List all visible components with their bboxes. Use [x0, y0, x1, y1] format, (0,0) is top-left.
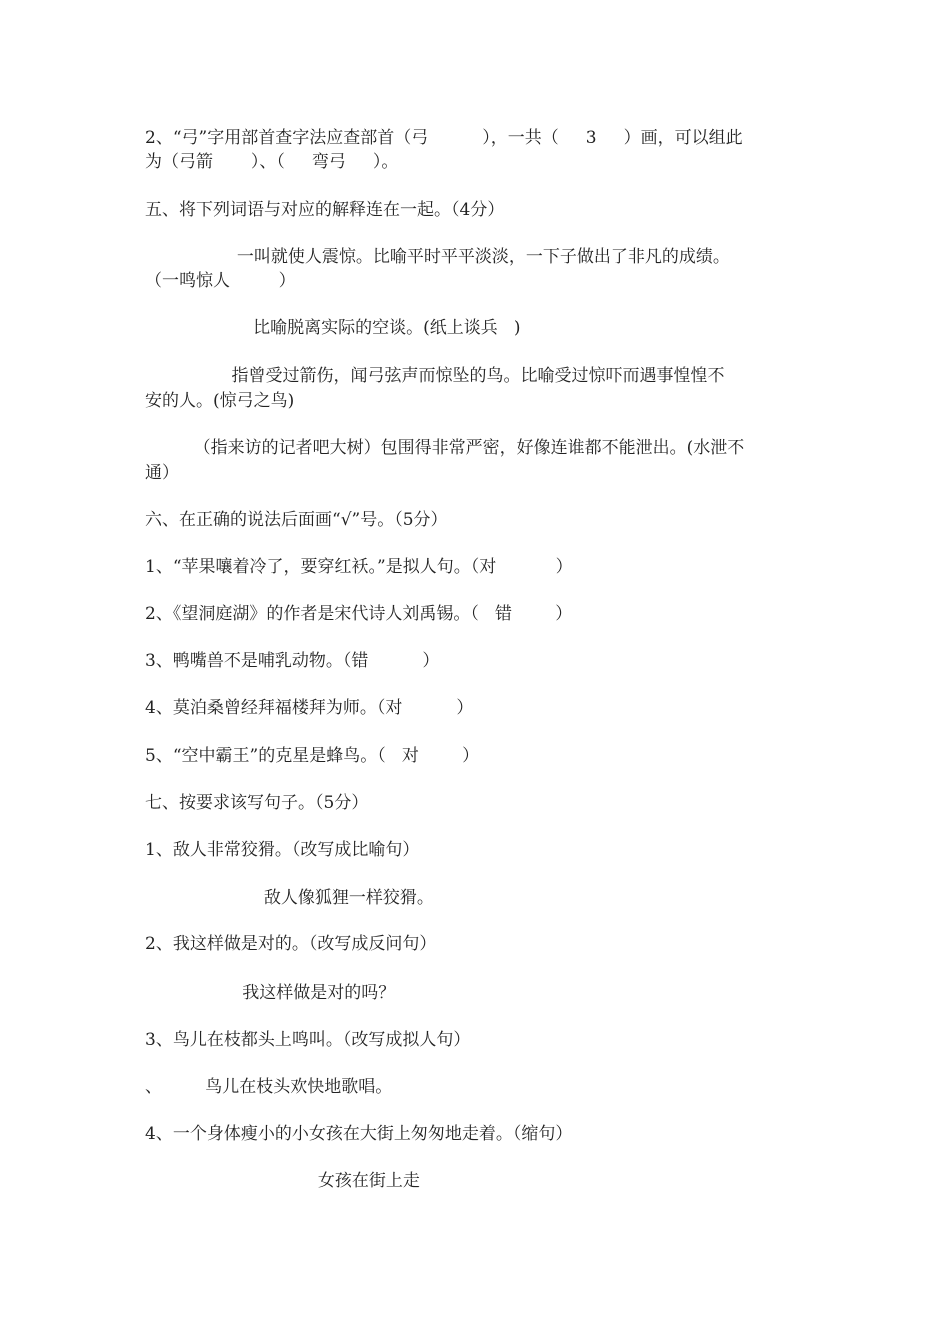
answer-text: 我这样做是对的吗？	[145, 983, 396, 1003]
section-heading: 五、将下列词语与对应的解释连在一起。（4分）	[145, 200, 505, 220]
question-item: 1、“苹果嚷着冷了，要穿红袄。”是拟人句。（对 ）	[145, 557, 573, 577]
section-heading: 六、在正确的说法后面画“√”号。（5分）	[145, 510, 448, 530]
question-item: 4、莫泊桑曾经拜福楼拜为师。（对 ）	[145, 698, 474, 718]
text-line: 为（弓箭 ）、（ 弯弓 ）。	[145, 152, 399, 172]
question-item: 5、“空中霸王”的克星是蜂鸟。（ 对 ）	[145, 746, 480, 766]
answer-text: 女孩在街上走	[145, 1171, 420, 1191]
text-line: 2、“弓”字用部首查字法应查部首（弓 ），一共（ 3 ）画，可以组此	[145, 128, 743, 148]
question-item: 1、敌人非常狡猾。（改写成比喻句）	[145, 840, 420, 860]
question-item: 4、一个身体瘦小的小女孩在大街上匆匆地走着。（缩句）	[145, 1124, 573, 1144]
text-line: 安的人。(惊弓之鸟)	[145, 391, 295, 411]
question-item: 3、鸟儿在枝都头上鸣叫。（改写成拟人句）	[145, 1030, 471, 1050]
text-line: 一叫就使人震惊。比喻平时平平淡淡，一下子做出了非凡的成绩。	[145, 247, 730, 267]
question-item: 2、《望洞庭湖》的作者是宋代诗人刘禹锡。（ 错 ）	[145, 604, 573, 624]
text-line: （一鸣惊人 ）	[145, 271, 296, 291]
text-line: 指曾受过箭伤，闻弓弦声而惊坠的鸟。比喻受过惊吓而遇事惶惶不	[145, 366, 725, 386]
answer-text: 、 鸟儿在枝头欢快地歌唱。	[145, 1077, 393, 1097]
text-line: （指来访的记者吧大树）包围得非常严密，好像连谁都不能泄出。(水泄不	[145, 438, 745, 458]
text-line: 通）	[145, 463, 179, 483]
section-heading: 七、按要求该写句子。（5分）	[145, 793, 369, 813]
question-item: 2、我这样做是对的。（改写成反问句）	[145, 934, 437, 954]
text-line: 比喻脱离实际的空谈。(纸上谈兵 )	[145, 318, 521, 338]
question-item: 3、鸭嘴兽不是哺乳动物。（错 ）	[145, 651, 440, 671]
answer-text: 敌人像狐狸一样狡猾。	[145, 888, 434, 908]
